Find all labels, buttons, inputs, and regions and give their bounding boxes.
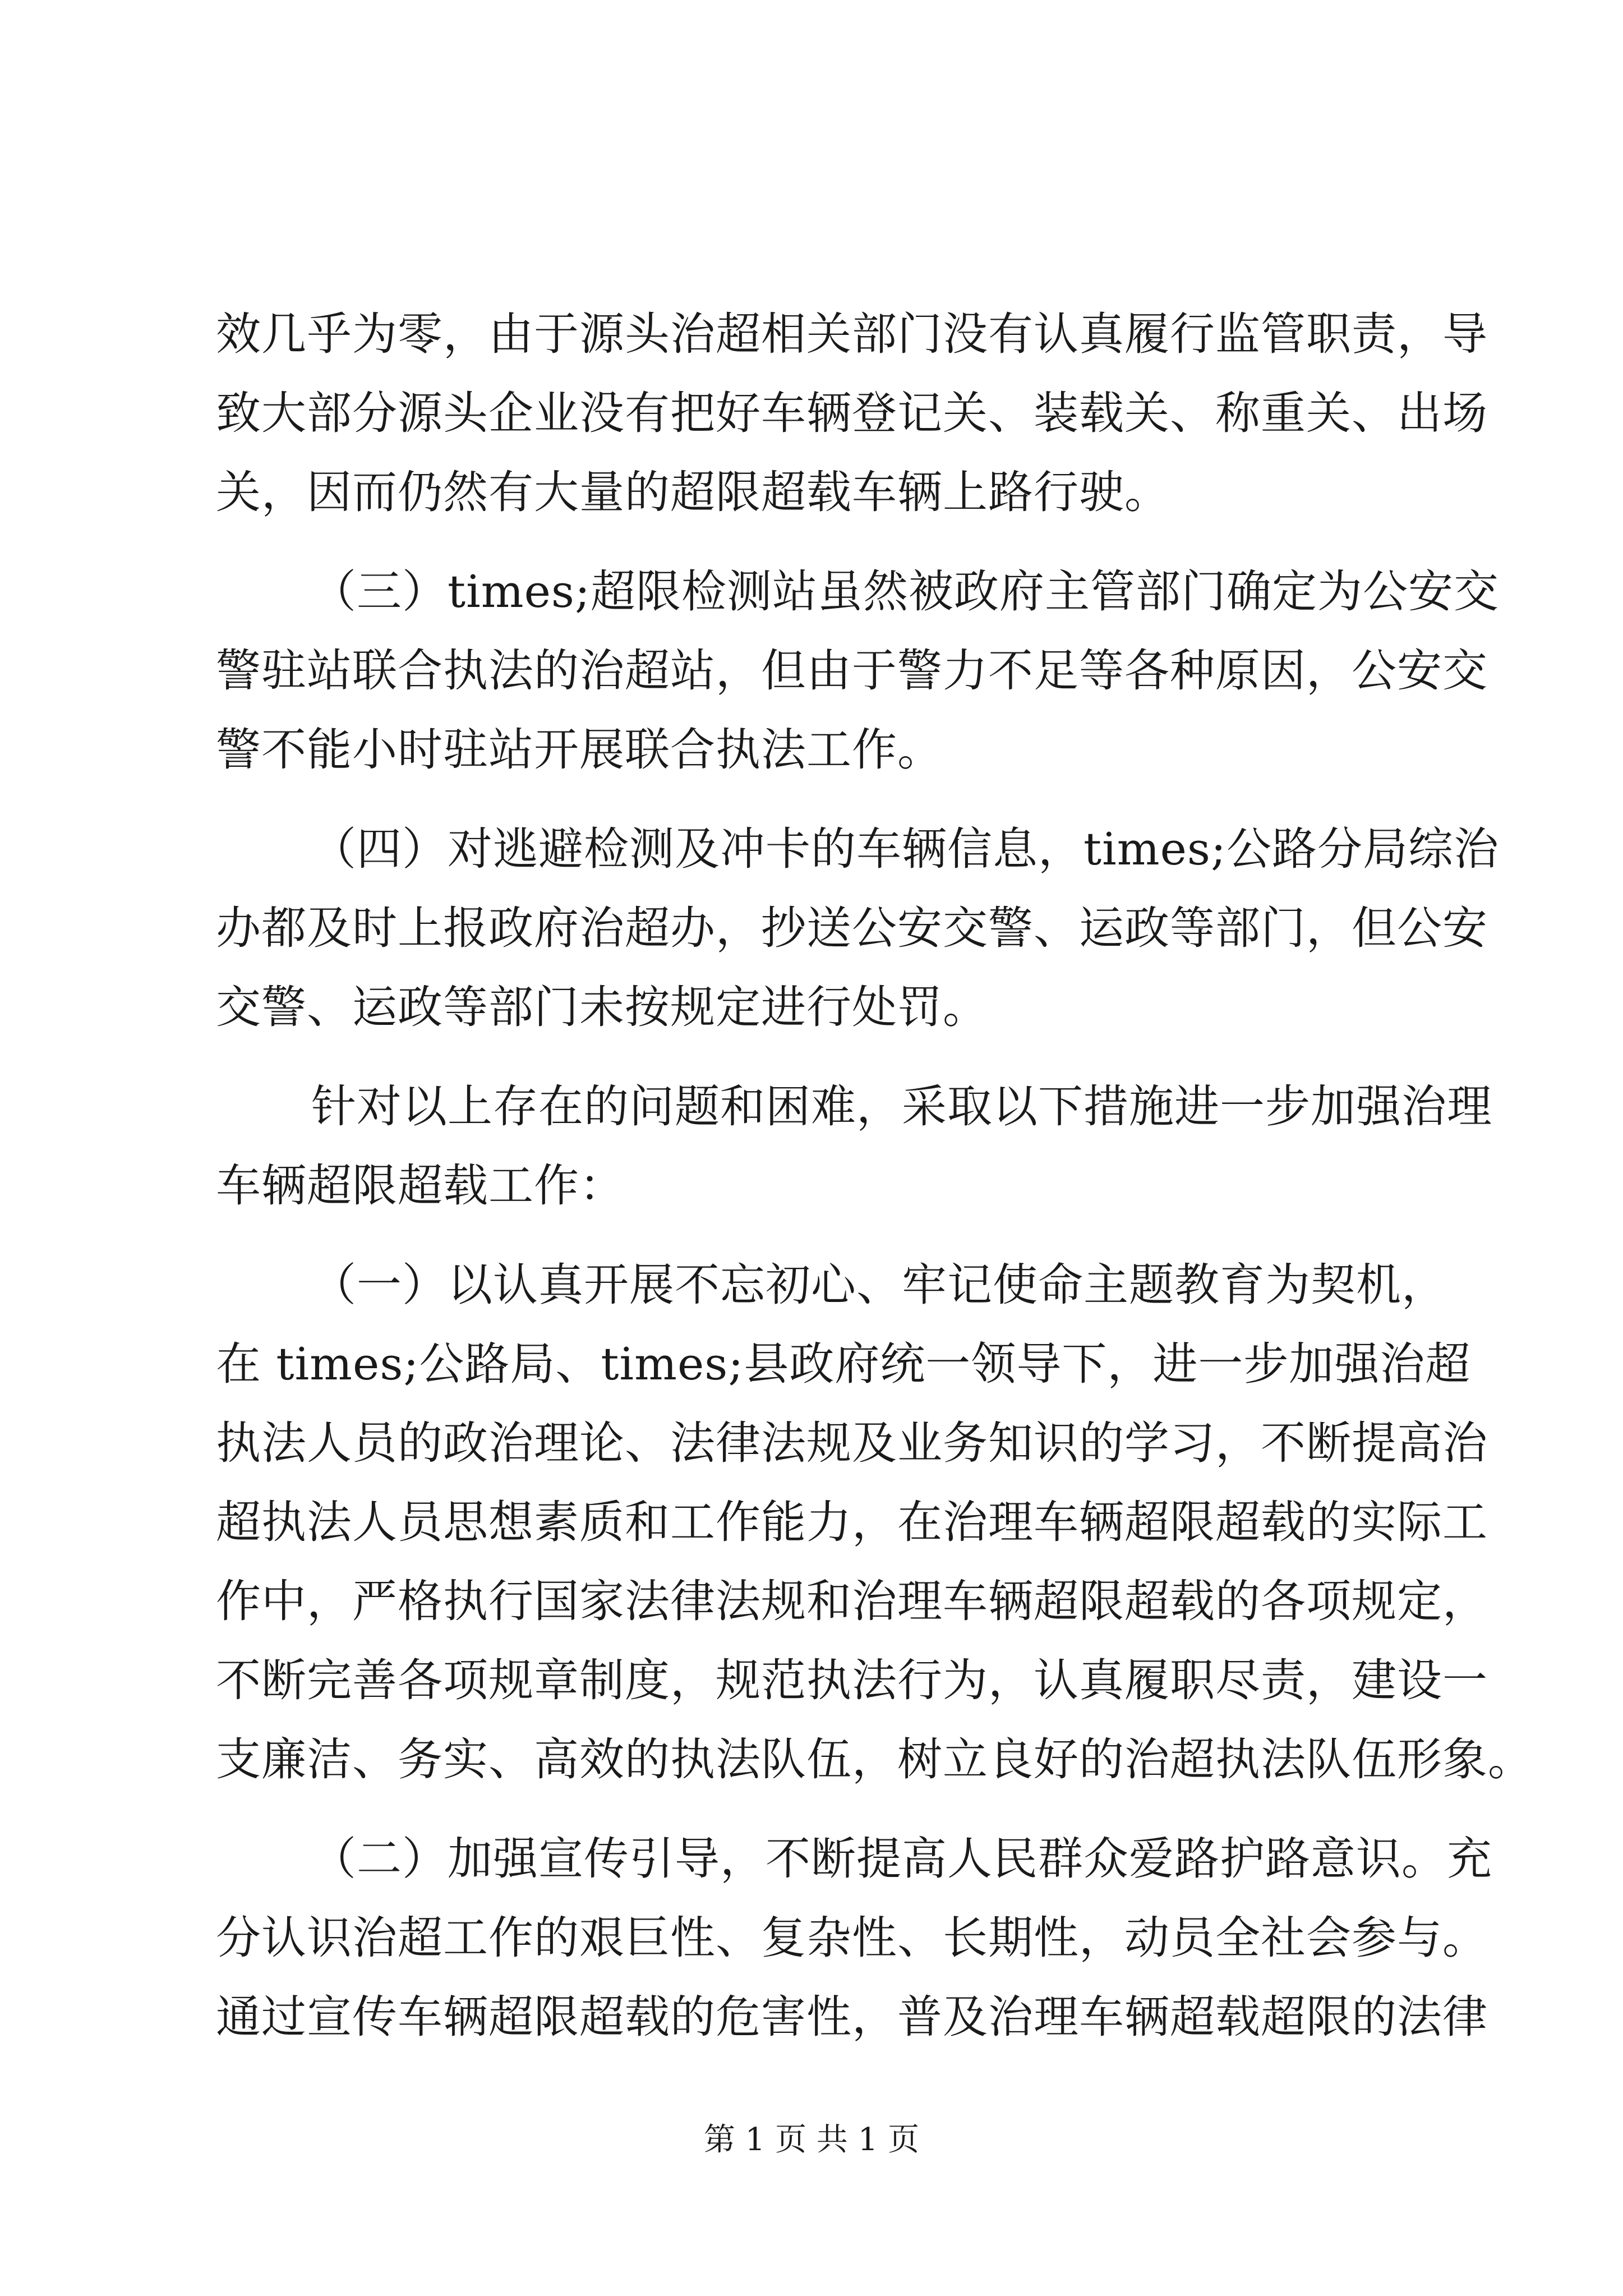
paragraph (216, 1819, 1492, 2056)
text-line: 针对以上存在的问题和困难，采取以下措施进一步加强治理 (311, 1080, 1492, 1133)
text-line: 作中，严格执行国家法律法规和治理车辆超限超载的各项规定， (216, 1575, 1488, 1627)
text-line: （二）加强宣传引导，不断提高人民群众爱路护路意识。充 (311, 1833, 1492, 1885)
text-line: 警不能小时驻站开展联合执法工作。 (216, 724, 943, 776)
text-line: 超执法人员思想素质和工作能力，在治理车辆超限超载的实际工 (216, 1496, 1488, 1548)
text-line: 支廉洁、务实、高效的执法队伍，树立良好的治超执法队伍形象。 (216, 1733, 1533, 1786)
paragraph (216, 295, 1488, 532)
paragraph (216, 1067, 1492, 1225)
text-line: 关，因而仍然有大量的超限超载车辆上路行驶。 (216, 466, 1170, 518)
text-line: 执法人员的政治理论、法律法规及业务知识的学习，不断提高治 (216, 1417, 1488, 1469)
paragraph (216, 809, 1499, 1047)
text-line: 通过宣传车辆超限超载的危害性，普及治理车辆超载超限的法律 (216, 1991, 1488, 2043)
document-body (216, 295, 1533, 2056)
text-line: 警驻站联合执法的治超站，但由于警力不足等各种原因，公安交 (216, 645, 1488, 697)
text-line: 致大部分源头企业没有把好车辆登记关、装载关、称重关、出场 (216, 387, 1488, 439)
text-line: 办都及时上报政府治超办，抄送公安交警、运政等部门，但公安 (216, 902, 1488, 954)
text-line: 分认识治超工作的艰巨性、复杂性、长期性，动员全社会参与。 (216, 1912, 1488, 1964)
text-line: （三）times;超限检测站虽然被政府主管部门确定为公安交 (311, 565, 1499, 618)
paragraph (216, 1245, 1533, 1799)
paragraph (216, 552, 1499, 789)
text-line: 在 times;公路局、times;县政府统一领导下，进一步加强治超 (216, 1338, 1471, 1390)
text-line: 车辆超限超载工作： (216, 1159, 625, 1212)
page-footer: 第 1 页 共 1 页 (703, 2122, 920, 2158)
text-line: 效几乎为零，由于源头治超相关部门没有认真履行监管职责，导 (216, 308, 1488, 360)
text-line: 交警、运政等部门未按规定进行处罚。 (216, 981, 988, 1033)
text-line: （四）对逃避检测及冲卡的车辆信息，times;公路分局综治 (311, 823, 1499, 875)
text-line: 不断完善各项规章制度，规范执法行为，认真履职尽责，建设一 (216, 1654, 1488, 1706)
text-line: （一）以认真开展不忘初心、牢记使命主题教育为契机， (311, 1259, 1447, 1311)
